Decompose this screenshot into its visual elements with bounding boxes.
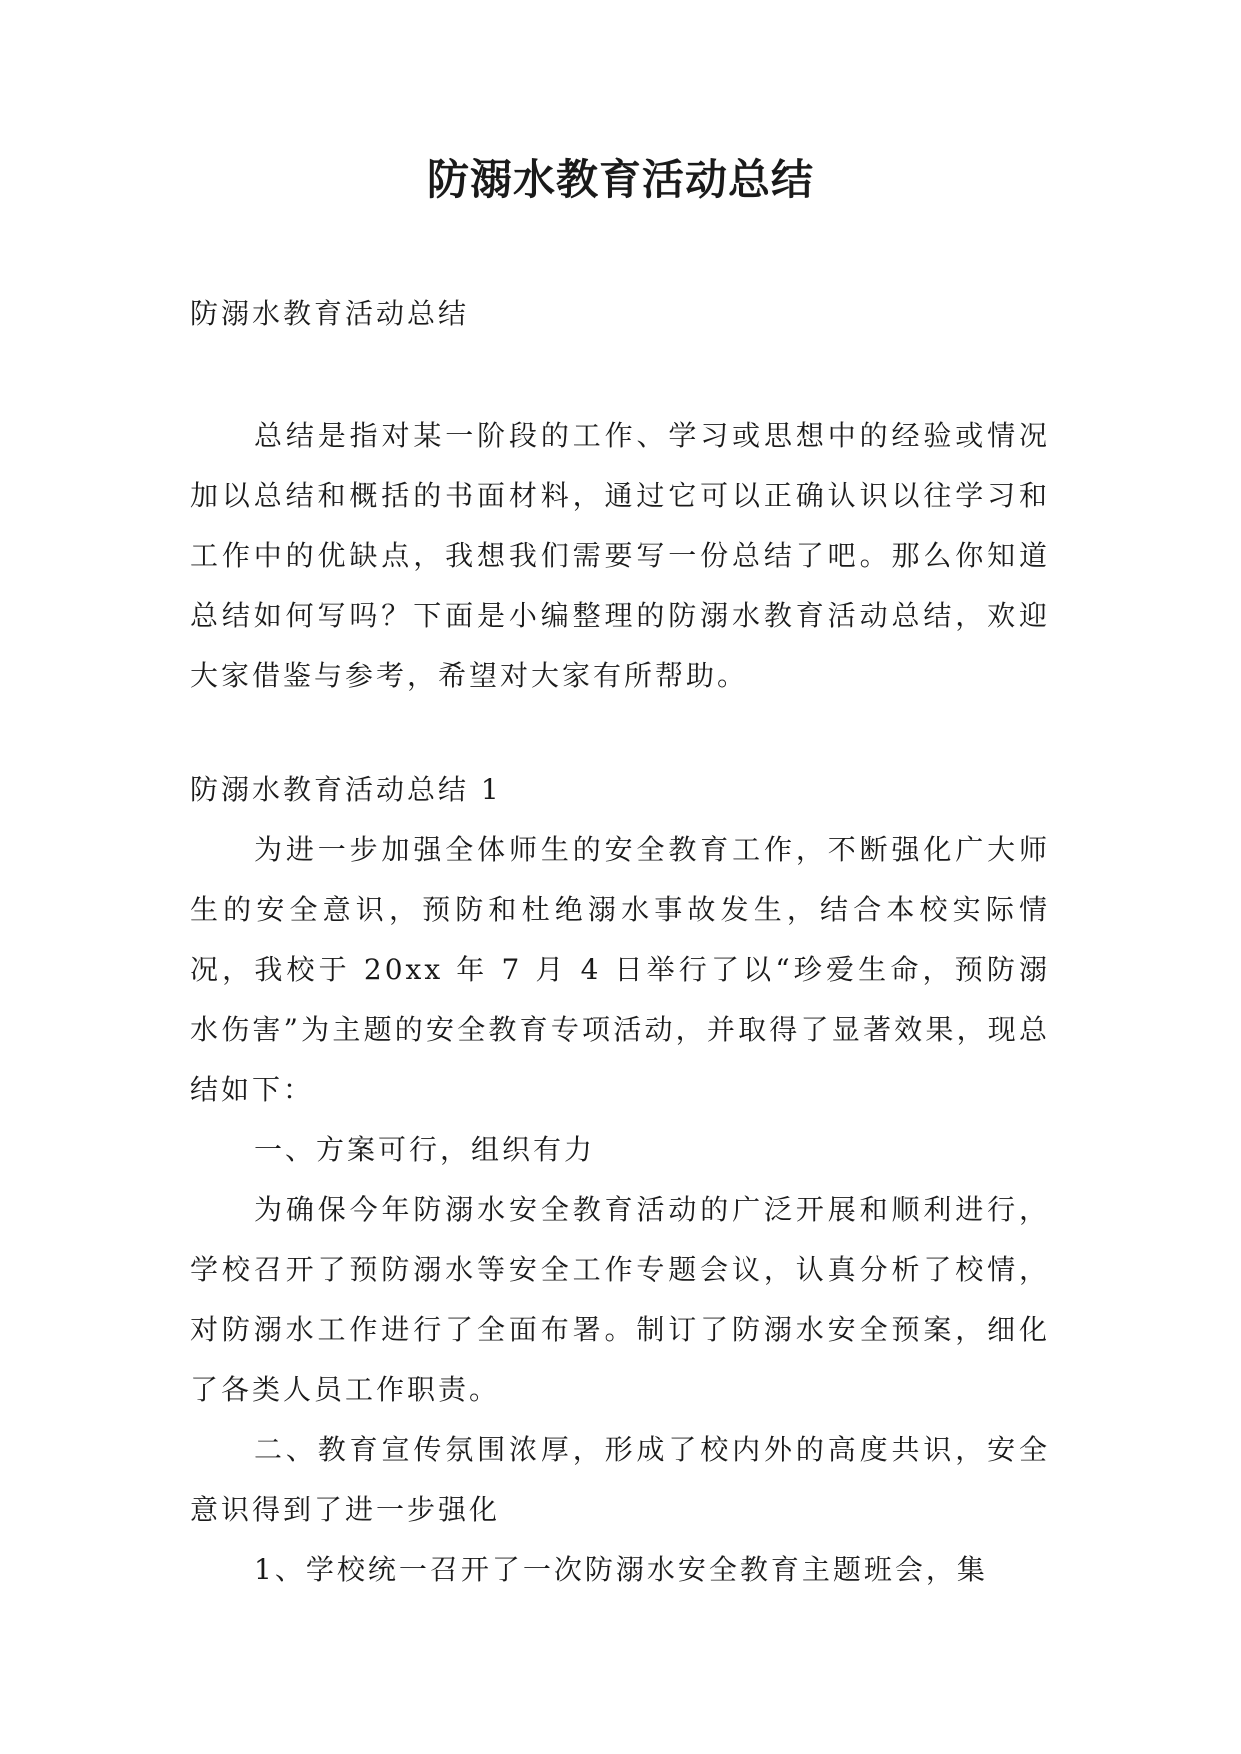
section-paragraph: 一、方案可行，组织有力 — [254, 1133, 596, 1166]
section-paragraph: 为确保今年防溺水安全教育活动的广泛开展和顺利进行，学校召开了预防溺水等安全工作专题会议，认真分析了校情，对防溺水工作进行了全面布署。制订了防溺水安全预案，细化了各类人员工作职责。 — [190, 1193, 1050, 1406]
section-1 — [190, 760, 1050, 1600]
document-title: 防溺水教育活动总结 — [426, 155, 814, 204]
section-heading: 防溺水教育活动总结 1 — [190, 773, 502, 806]
intro-paragraph: 总结是指对某一阶段的工作、学习或思想中的经验或情况加以总结和概括的书面材料，通过它可以正确认识以往学习和工作中的优缺点，我想我们需要写一份总结了吧。那么你知道总结如何写吗？下面是小编整理的防溺水教育活动总结，欢迎大家借鉴与参考，希望对大家有所帮助。 — [190, 419, 1050, 692]
section-paragraph: 为进一步加强全体师生的安全教育工作，不断强化广大师生的安全意识，预防和杜绝溺水事故发生，结合本校实际情况，我校于 20xx 年 7 月 4 日举行了以“珍爱生命，预防溺水伤害”为主题的安全教育专项活动，并取得了显著效果，现总结如下： — [190, 833, 1050, 1106]
section-paragraph: 二、教育宣传氛围浓厚，形成了校内外的高度共识，安全意识得到了进一步强化 — [190, 1433, 1050, 1526]
document-subtitle: 防溺水教育活动总结 — [190, 297, 470, 330]
section-paragraph: 1、学校统一召开了一次防溺水安全教育主题班会，集 — [254, 1553, 988, 1586]
